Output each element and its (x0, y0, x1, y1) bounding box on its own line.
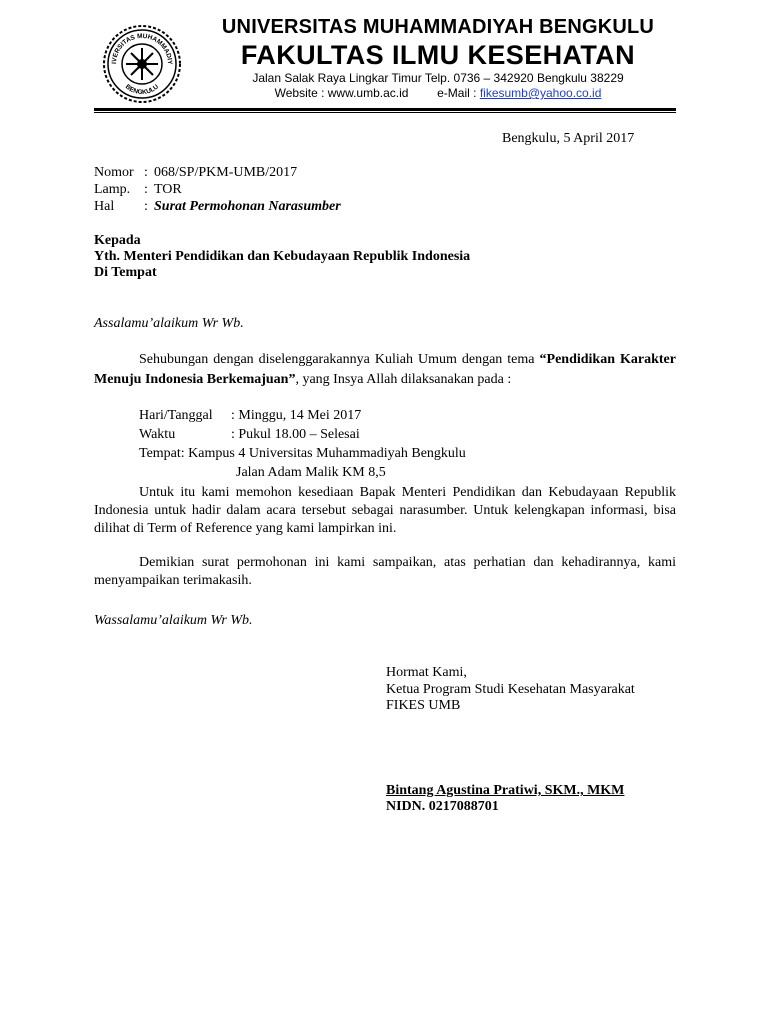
detail-place-address: Jalan Adam Malik KM 8,5 (236, 465, 386, 480)
letterhead-divider-thin (94, 112, 676, 113)
website-text: Website : www.umb.ac.id (274, 86, 409, 100)
signature-position: Ketua Program Studi Kesehatan Masyarakat (386, 682, 635, 697)
meta-row-hal: Hal : Surat Permohonan Narasumber (94, 199, 341, 214)
meta-value-subject: Surat Permohonan Narasumber (154, 199, 341, 214)
meta-label: Nomor (94, 165, 134, 180)
closing-salutation: Wassalamu’alaikum Wr Wb. (94, 613, 253, 628)
email-label: e-Mail : (437, 86, 480, 100)
detail-place: Tempat: Kampus 4 Universitas Muhammadiyah Bengkulu (139, 446, 466, 461)
signature-regards: Hormat Kami, (386, 665, 467, 680)
svg-text:UNIVERSITAS MUHAMMADIYAH: IVERSITAS MUHAMMADIY (110, 32, 174, 65)
meta-value: TOR (154, 182, 182, 197)
letter-date: Bengkulu, 5 April 2017 (502, 131, 635, 146)
meta-label: Lamp. (94, 182, 131, 197)
meta-row-nomor: Nomor : 068/SP/PKM-UMB/2017 (94, 165, 298, 180)
meta-row-lamp: Lamp. : TOR (94, 182, 182, 197)
event-theme: “Pendidikan Karakter Menuju Indonesia Berkemajuan” (94, 352, 676, 387)
letterhead-divider-thick (94, 108, 676, 111)
detail-label: Hari/Tanggal (139, 408, 213, 423)
detail-value: : Pukul 18.00 – Selesai (231, 427, 360, 442)
intro-text: Sehubungan dengan diselenggarakannya Kuliah Umum dengan tema (139, 352, 540, 367)
letterhead-address: Jalan Salak Raya Lingkar Timur Telp. 0736 – 342920 Bengkulu 38229 (252, 71, 624, 85)
detail-time (139, 426, 360, 444)
signatory-nidn: NIDN. 0217088701 (386, 799, 499, 814)
letterhead-contact (200, 86, 676, 100)
recipient-name: Yth. Menteri Pendidikan dan Kebudayaan Republik Indonesia (94, 249, 471, 264)
meta-value: 068/SP/PKM-UMB/2017 (154, 165, 298, 180)
recipient-place: Di Tempat (94, 265, 157, 280)
detail-day (139, 407, 361, 425)
greeting: Assalamu’alaikum Wr Wb. (94, 316, 244, 331)
signature-unit: FIKES UMB (386, 698, 461, 713)
meta-label: Hal (94, 199, 115, 214)
paragraph-closing: Demikian surat permohonan ini kami sampaikan, atas perhatian dan kehadirannya, kami menyampaikan terimakasih. (94, 555, 676, 588)
faculty-name: FAKULTAS ILMU KESEHATAN (240, 40, 636, 70)
recipient-kepada: Kepada (94, 233, 141, 248)
intro-text-end: , yang Insya Allah dilaksanakan pada : (295, 372, 512, 387)
email-link[interactable]: fikesumb@yahoo.co.id (479, 86, 602, 100)
svg-text:BENGKULU: BENGKULU (123, 83, 161, 97)
paragraph-intro (94, 350, 676, 390)
detail-label: Waktu (139, 427, 176, 442)
university-name: UNIVERSITAS MUHAMMADIYAH BENGKULU (221, 16, 655, 38)
signatory-name: Bintang Agustina Pratiwi, SKM., MKM (386, 783, 625, 798)
paragraph-request: Untuk itu kami memohon kesediaan Bapak Menteri Pendidikan dan Kebudayaan Republik Indonesia untuk hadir dalam acara tersebut sebagai narasumber. Untuk kelengkapan informasi, bisa dilihat di Term of Reference yang kami lampirkan ini. (94, 485, 676, 536)
university-logo (102, 24, 182, 104)
detail-value: : Minggu, 14 Mei 2017 (231, 408, 362, 423)
